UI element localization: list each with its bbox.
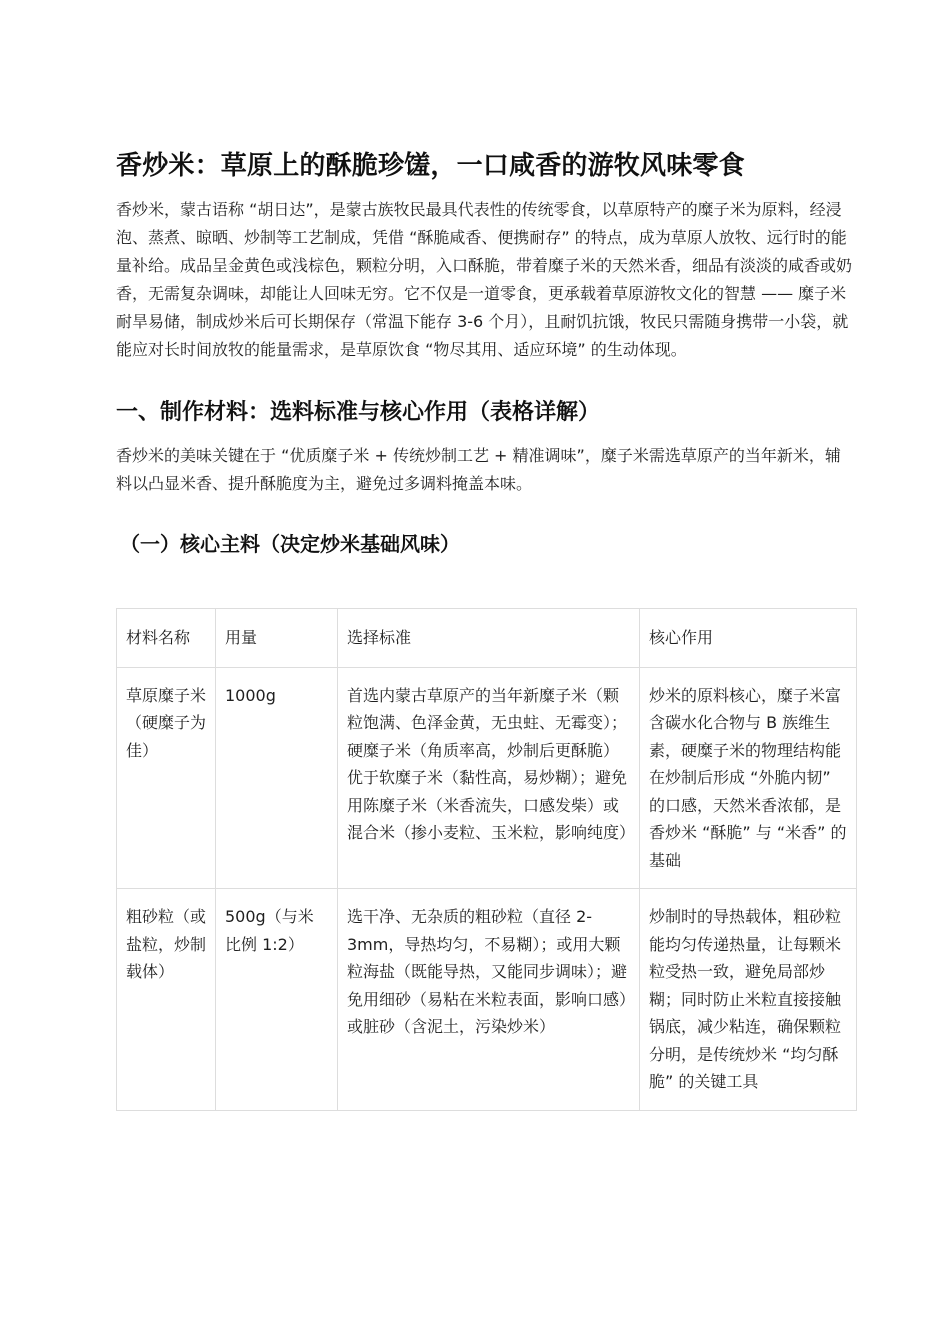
subsection-heading-main-ingredients: （一）核心主料（决定炒米基础风味）: [120, 532, 460, 556]
table-row: [117, 667, 857, 889]
cell-core-role: 炒米的原料核心，糜子米富含碳水化合物与 B 族维生素，硬糜子米的物理结构能在炒制后形成 “外脆内韧” 的口感，天然米香浓郁，是香炒米 “酥脆” 与 “米香” 的基础: [640, 667, 857, 889]
header-material-name: 材料名称: [117, 609, 216, 668]
table-header-row: [117, 609, 857, 668]
cell-core-role: 炒制时的导热载体，粗砂粒能均匀传递热量，让每颗米粒受热一致，避免局部炒糊；同时防止米粒直接接触锅底，减少粘连，确保颗粒分明，是传统炒米 “均匀酥脆” 的关键工具: [640, 889, 857, 1111]
document-title: 香炒米：草原上的酥脆珍馐，一口咸香的游牧风味零食: [116, 151, 745, 181]
header-amount: 用量: [216, 609, 338, 668]
header-selection-standard: 选择标准: [338, 609, 640, 668]
intro-paragraph: 香炒米，蒙古语称 “胡日达”，是蒙古族牧民最具代表性的传统零食，以草原特产的糜子米为原料，经浸泡、蒸煮、晾晒、炒制等工艺制成，凭借 “酥脆咸香、便携耐存” 的特点，成为草原人放牧、远行时的能量补给。成品呈金黄色或浅棕色，颗粒分明，入口酥脆，带着糜子米的天然米香，细品有淡淡的咸香或奶香，无需复杂调味，却能让人回味无穷。它不仅是一道零食，更承载着草原游牧文化的智慧 —— 糜子米耐旱易储，制成炒米后可长期保存（常温下能存 3-6 个月），且耐饥抗饿，牧民只需随身携带一小袋，就能应对长时间放牧的能量需求，是草原饮食 “物尽其用、适应环境” 的生动体现。: [116, 200, 853, 359]
cell-selection-standard: 首选内蒙古草原产的当年新糜子米（颗粒饱满、色泽金黄，无虫蛀、无霉变）；硬糜子米（角质率高，炒制后更酥脆）优于软糜子米（黏性高，易炒糊）；避免用陈糜子米（米香流失，口感发柴）或混合米（掺小麦粒、玉米粒，影响纯度）: [338, 667, 640, 889]
cell-material-name: 粗砂粒（或盐粒，炒制载体）: [117, 889, 216, 1111]
table-row: [117, 889, 857, 1111]
document-page: [116, 140, 856, 1111]
cell-amount: 500g（与米比例 1:2）: [216, 889, 338, 1111]
materials-table: [116, 608, 857, 1111]
header-core-role: 核心作用: [640, 609, 857, 668]
cell-material-name: 草原糜子米（硬糜子为佳）: [117, 667, 216, 889]
section-intro-paragraph: 香炒米的美味关键在于 “优质糜子米 + 传统炒制工艺 + 精准调味”，糜子米需选草原产的当年新米，辅料以凸显米香、提升酥脆度为主，避免过多调料掩盖本味。: [116, 446, 841, 493]
cell-selection-standard: 选干净、无杂质的粗砂粒（直径 2-3mm，导热均匀，不易糊）；或用大颗粒海盐（既能导热，又能同步调味）；避免用细砂（易粘在米粒表面，影响口感）或脏砂（含泥土，污染炒米）: [338, 889, 640, 1111]
section-heading-materials: 一、制作材料：选料标准与核心作用（表格详解）: [116, 400, 601, 425]
cell-amount: 1000g: [216, 667, 338, 889]
